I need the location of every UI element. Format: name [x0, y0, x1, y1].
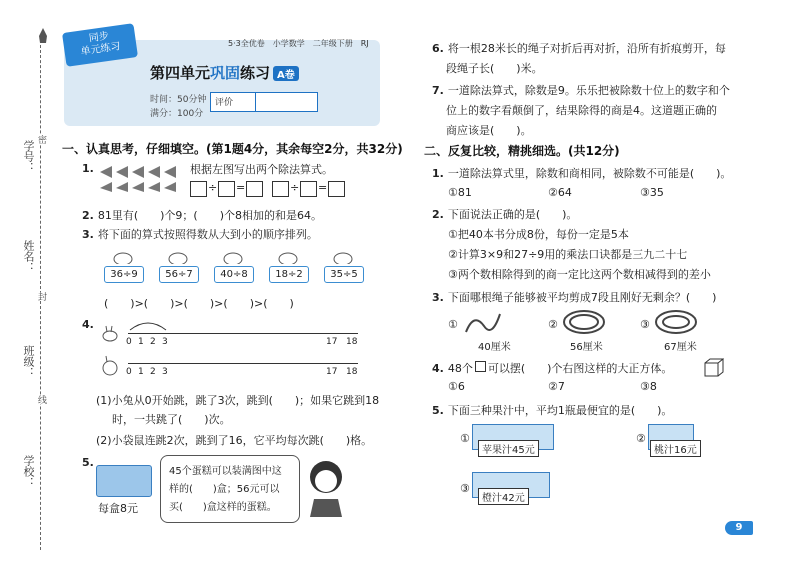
tick-label: 17	[326, 337, 338, 347]
tick-label: 3	[162, 367, 168, 377]
evaluation-label: 评价	[215, 98, 234, 108]
rocket-icon	[38, 28, 48, 46]
price-label: 每盒8元	[98, 502, 138, 515]
tick-label: 18	[346, 337, 358, 347]
evaluation-box[interactable]	[210, 92, 318, 112]
school-label: 学校：	[22, 455, 35, 488]
answer-box[interactable]	[218, 181, 235, 197]
question-1-2: 2. 81里有( )个9；( )个8相加的和是64。	[82, 209, 322, 222]
question-1-3: 3. 将下面的算式按照得数从大到小的顺序排列。	[82, 228, 318, 241]
number-line-2	[128, 363, 358, 364]
cut-mark-close: 封	[36, 292, 46, 301]
question-1-1: 1.	[82, 162, 94, 175]
question-2-4: 4. 48个 可以摆( )个右图这样的大正方体。	[432, 362, 673, 375]
expression-card: 40÷8	[214, 266, 254, 283]
student-id-label: 学号：	[22, 140, 35, 173]
expression-card: 35÷5	[324, 266, 364, 283]
speech-bubble	[160, 455, 300, 523]
name-label: 姓名：	[22, 240, 35, 273]
question-2-4-text-a: 48个	[447, 362, 473, 375]
question-1-6-text: 将一根28米长的绳子对折后再对折，沿所有折痕剪开，每	[447, 42, 726, 55]
page-number: 9	[725, 521, 753, 535]
tick-label: 1	[138, 367, 144, 377]
option[interactable]: ①6	[448, 380, 465, 393]
tick-label: 0	[126, 367, 132, 377]
option[interactable]: ①把40本书分成8份，每份一定是5本	[448, 228, 629, 241]
option[interactable]: ②计算3×9和27÷9用的乘法口诀都是三九二十七	[448, 248, 688, 261]
expression-card: 18÷2	[269, 266, 309, 283]
answer-box[interactable]	[272, 181, 289, 197]
animal-head-icon	[110, 250, 136, 264]
juice-price-label: 桃汁16元	[650, 440, 701, 457]
tick-label: 18	[346, 367, 358, 377]
question-1-1-text: 根据左图写出两个除法算式。	[190, 163, 333, 176]
binding-strip	[0, 0, 52, 565]
small-cube-icon	[475, 361, 486, 372]
tick-label: 2	[150, 337, 156, 347]
rope-length: 56厘米	[570, 342, 603, 353]
question-1-6: 6. 将一根28米长的绳子对折后再对折，沿所有折痕剪开，每	[432, 42, 726, 55]
option[interactable]: ②	[548, 318, 558, 331]
option[interactable]: ③两个数相除得到的商一定比这两个数相减得到的差小	[448, 268, 711, 281]
tick-label: 3	[162, 337, 168, 347]
question-2-4-text-b: 可以摆( )个右图这样的大正方体。	[487, 362, 673, 375]
divide-sign: ÷	[208, 181, 218, 194]
score-info: 满分：100分	[150, 109, 204, 119]
question-1-4: 4.	[82, 318, 94, 331]
large-cube-icon	[704, 358, 724, 378]
animal-head-icon	[275, 250, 301, 264]
question-1-7-cont: 位上的数字看颠倒了，结果除得的商是4。这道题正确的	[446, 104, 717, 117]
title-prefix: 第四单元	[150, 64, 211, 82]
equals-sign: =	[318, 181, 328, 194]
rope-icon	[464, 308, 504, 338]
tick-label: 0	[126, 337, 132, 347]
animal-head-icon	[165, 250, 191, 264]
question-2-2-text: 下面说法正确的是( )。	[447, 208, 578, 221]
option[interactable]: ③8	[640, 380, 657, 393]
question-1-3-text: 将下面的算式按照得数从大到小的顺序排列。	[97, 228, 318, 241]
question-1-5: 5.	[82, 456, 94, 469]
question-2-2: 2. 下面说法正确的是( )。	[432, 208, 578, 221]
option[interactable]: ③35	[640, 186, 664, 199]
option[interactable]: ③	[640, 318, 650, 331]
question-2-5: 5. 下面三种果汁中，平均1瓶最便宜的是( )。	[432, 404, 673, 417]
expression-card: 56÷7	[159, 266, 199, 283]
time-info: 时间：50分钟	[150, 95, 207, 105]
cut-mark-seal: 密	[36, 135, 46, 144]
option[interactable]: ①	[448, 318, 458, 331]
question-1-7-cont2: 商应该是( )。	[446, 124, 532, 137]
answer-box[interactable]	[246, 181, 263, 197]
animal-head-icon	[220, 250, 246, 264]
answer-box[interactable]	[328, 181, 345, 197]
class-label: 班级：	[22, 345, 35, 378]
page-title	[150, 62, 299, 83]
rope-length: 67厘米	[664, 342, 697, 353]
section1-heading: 一、认真思考，仔细填空。(第1题4分，其余每空2分，共32分)	[62, 142, 403, 156]
speech-line: 买( )盒这样的蛋糕。	[169, 502, 277, 513]
section2-heading: 二、反复比较，精挑细选。(共12分)	[424, 144, 620, 158]
option[interactable]: ②64	[548, 186, 572, 199]
question-1-7: 7. 一道除法算式，除数是9。乐乐把被除数十位上的数字和个	[432, 84, 730, 97]
coiled-rope-icon	[654, 308, 698, 336]
option[interactable]: ①81	[448, 186, 472, 199]
order-blanks: ( )>( )>( )>( )>( )	[104, 297, 294, 310]
tick-label: 2	[150, 367, 156, 377]
expression-card: 36÷9	[104, 266, 144, 283]
question-1-4-part2: (2)小袋鼠连跳2次，跳到了16，它平均每次跳( )格。	[96, 434, 373, 447]
divide-sign: ÷	[290, 181, 300, 194]
tick-label: 1	[138, 337, 144, 347]
ribbon-line1: 同步	[88, 30, 110, 45]
cone-group-icon	[98, 158, 182, 192]
option[interactable]: ③	[460, 482, 470, 495]
question-1-4-part1-cont: 时，一共跳了( )次。	[112, 413, 231, 426]
question-2-3-text: 下面哪根绳子能够被平均剪成7段且刚好无剩余？( )	[447, 291, 717, 304]
series-info: 5·3全优卷 小学数学 二年级下册 RJ	[228, 39, 369, 48]
option[interactable]: ②	[636, 432, 646, 445]
cut-mark-line: 线	[36, 395, 46, 404]
answer-box[interactable]	[190, 181, 207, 197]
option[interactable]: ②7	[548, 380, 565, 393]
title-suffix: 练习	[240, 64, 271, 82]
rabbit-kangaroo-icon	[96, 318, 124, 382]
question-1-2-text: 81里有( )个9；( )个8相加的和是64。	[97, 209, 322, 222]
evaluation-divider	[255, 93, 256, 111]
juice-price-label: 苹果汁45元	[478, 440, 539, 457]
speech-line: 样的( )盒；56元可以	[169, 484, 280, 495]
equals-sign: =	[236, 181, 246, 194]
question-2-1: 1. 一道除法算式里，除数和商相同，被除数不可能是( )。	[432, 167, 732, 180]
jump-arc	[128, 318, 168, 332]
question-2-1-text: 一道除法算式里，除数和商相同，被除数不可能是( )。	[447, 167, 732, 180]
speech-line: 45个蛋糕可以装满图中这	[169, 466, 282, 477]
paper-badge: A卷	[273, 66, 299, 81]
question-1-6-cont: 段绳子长( )米。	[446, 62, 543, 75]
coiled-rope-icon	[562, 308, 606, 336]
girl-icon	[302, 455, 350, 517]
option[interactable]: ①	[460, 432, 470, 445]
number-line-1	[128, 333, 358, 334]
tick-label: 17	[326, 367, 338, 377]
question-1-4-part1: (1)小兔从0开始跳，跳了3次，跳到( )；如果它跳到18	[96, 394, 380, 407]
cake-box-icon	[96, 465, 152, 497]
animal-head-icon	[330, 250, 356, 264]
title-highlight: 巩固	[210, 64, 241, 82]
answer-box[interactable]	[300, 181, 317, 197]
question-2-3: 3. 下面哪根绳子能够被平均剪成7段且刚好无剩余？( )	[432, 291, 717, 304]
rope-length: 40厘米	[478, 342, 511, 353]
question-1-7-text: 一道除法算式，除数是9。乐乐把被除数十位上的数字和个	[447, 84, 730, 97]
ribbon-line2: 单元练习	[80, 41, 122, 58]
juice-price-label: 橙汁42元	[478, 488, 529, 505]
question-2-5-text: 下面三种果汁中，平均1瓶最便宜的是( )。	[447, 404, 673, 417]
